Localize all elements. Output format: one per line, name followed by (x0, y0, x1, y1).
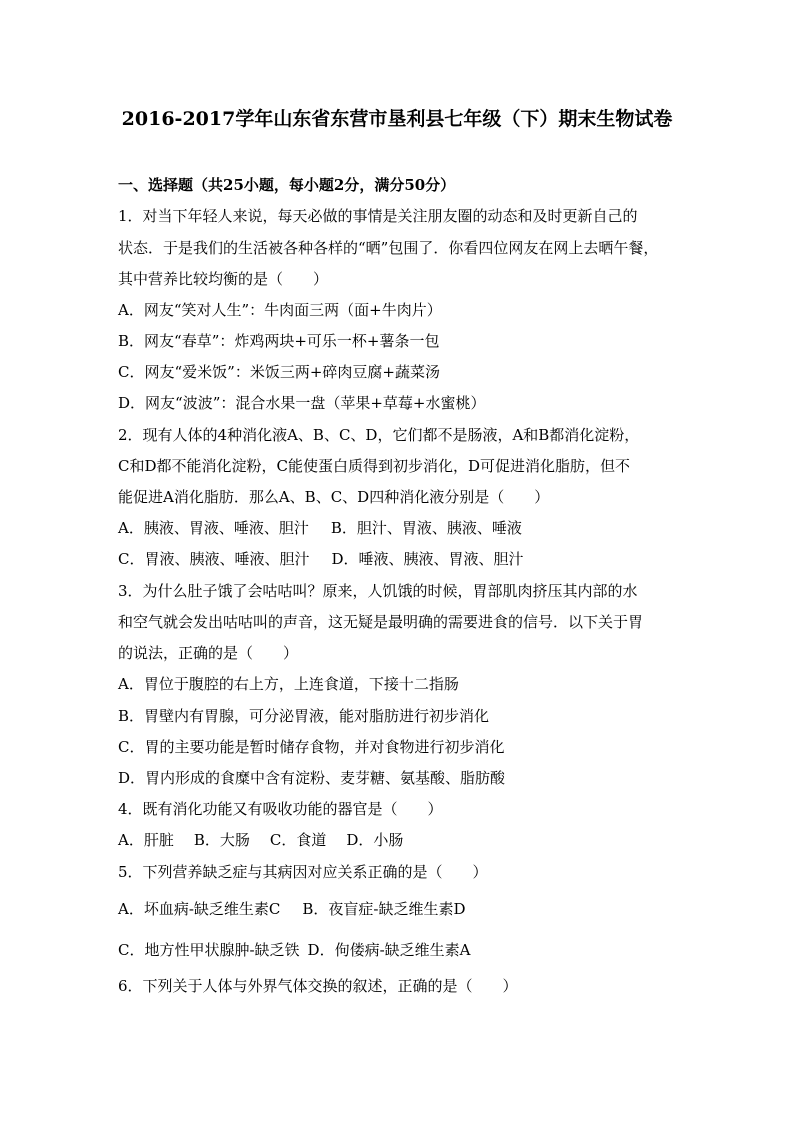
question-5-option-c: C．地方性甲状腺肿-缺乏铁 (118, 941, 300, 959)
question-4-stem: 4．既有消化功能又有吸收功能的器官是（ ） (118, 800, 443, 818)
question-4-option-c: C．食道 (269, 831, 327, 849)
question-4-options-row (118, 830, 403, 850)
question-3-stem-line-3: 的说法，正确的是（ ） (118, 644, 299, 662)
question-4-option-d: D．小肠 (346, 831, 404, 849)
question-4-option-a: A．肝脏 (118, 831, 174, 849)
question-4-option-b: B．大肠 (193, 831, 250, 849)
question-3-stem-line-2: 和空气就会发出咕咕叫的声音，这无疑是最明确的需要进食的信号．以下关于胃 (118, 613, 644, 631)
question-3-option-b: B．胃壁内有胃腺，可分泌胃液，能对脂肪进行初步消化 (118, 707, 490, 725)
question-5-options-row-1 (118, 899, 466, 919)
question-1-option-b: B．网友“春草”：炸鸡两块+可乐一杯+薯条一包 (118, 332, 440, 350)
question-2-stem-line-3: 能促进A消化脂肪．那么A、B、C、D四种消化液分别是（ ） (118, 488, 550, 506)
question-3-option-a: A．胃位于腹腔的右上方，上连食道，下接十二指肠 (118, 675, 459, 693)
question-1-option-a: A．网友“笑对人生”：牛肉面三两（面+牛肉片） (118, 301, 442, 319)
question-5-option-a: A．坏血病-缺乏维生素C (118, 900, 281, 918)
question-2-option-d: D．唾液、胰液、胃液、胆汁 (331, 550, 524, 568)
question-1-option-c: C．网友“爱米饭”：米饭三两+碎肉豆腐+蔬菜汤 (118, 363, 440, 381)
question-3-option-c: C．胃的主要功能是暂时储存食物，并对食物进行初步消化 (118, 738, 505, 756)
question-2-option-b: B．胆汁、胃液、胰液、唾液 (330, 519, 522, 537)
question-5-stem: 5．下列营养缺乏症与其病因对应关系正确的是（ ） (118, 863, 488, 881)
question-2-stem-line-1: 2．现有人体的4种消化液A、B、C、D，它们都不是肠液，A和B都消化淀粉， (118, 426, 640, 444)
section-heading: 一、选择题（共25小题，每小题2分，满分50分） (118, 176, 456, 194)
question-2-option-a: A．胰液、胃液、唾液、胆汁 (118, 519, 309, 537)
question-3-stem-line-1: 3．为什么肚子饿了会咕咕叫？原来，人饥饿的时候，胃部肌肉挤压其内部的水 (118, 582, 638, 600)
question-2-stem-line-2: C和D都不能消化淀粉，C能使蛋白质得到初步消化，D可促进消化脂肪，但不 (118, 457, 631, 475)
question-6-stem: 6．下列关于人体与外界气体交换的叙述，正确的是（ ） (118, 977, 518, 995)
question-1-stem-line-3: 其中营养比较均衡的是（ ） (118, 270, 329, 288)
question-2-options-row-2 (118, 549, 524, 569)
question-5-option-d: D．佝偻病-缺乏维生素A (307, 941, 471, 959)
question-1-stem-line-1: 1．对当下年轻人来说，每天必做的事情是关注朋友圈的动态和及时更新自己的 (118, 207, 638, 225)
question-2-options-row-1 (118, 518, 522, 538)
question-2-option-c: C．胃液、胰液、唾液、胆汁 (118, 550, 310, 568)
question-5-options-row-2 (118, 940, 470, 960)
question-3-option-d: D．胃内形成的食糜中含有淀粉、麦芽糖、氨基酸、脂肪酸 (118, 769, 506, 787)
question-5-option-b: B．夜盲症-缺乏维生素D (302, 900, 466, 918)
exam-title: 2016-2017学年山东省东营市垦利县七年级（下）期末生物试卷 (121, 108, 673, 130)
question-1-stem-line-2: 状态．于是我们的生活被各种各样的“晒”包围了．你看四位网友在网上去晒午餐， (118, 239, 659, 257)
question-1-option-d: D．网友“波波”：混合水果一盘（苹果+草莓+水蜜桃） (118, 394, 486, 412)
